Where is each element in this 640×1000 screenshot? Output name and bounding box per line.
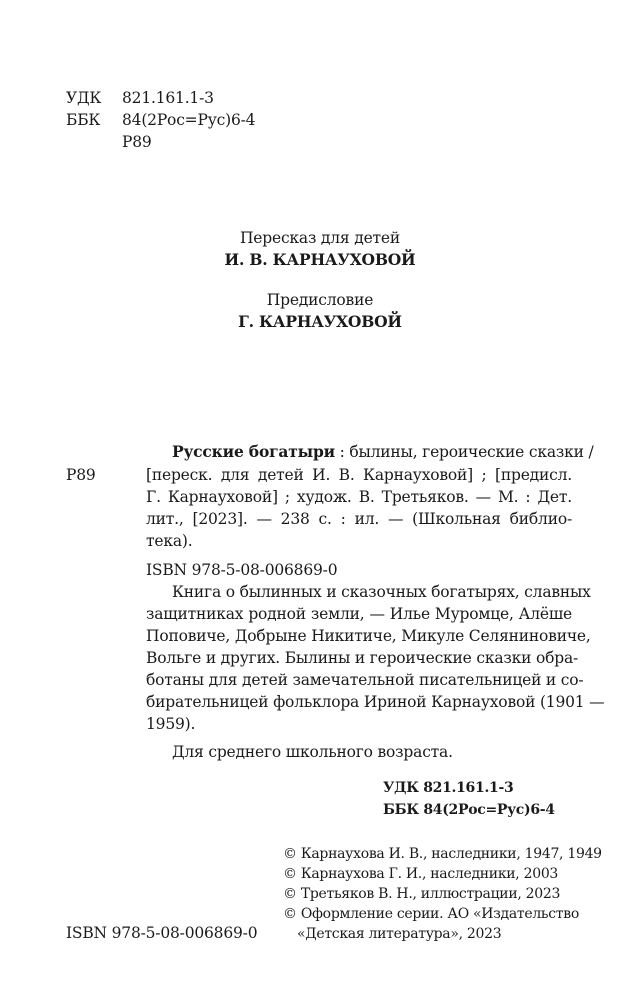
record-subtitle: : былины, героические сказки / [334,443,594,461]
retelling-author: И. В. КАРНАУХОВОЙ [224,250,416,269]
bbk-label: ББК [66,111,101,129]
foreword-author: Г. КАРНАУХОВОЙ [238,312,402,331]
udk-bottom: УДК 821.161.1-3 [383,780,514,796]
annotation-line: защитниках родной земли, — Илье Муромце, Алёше [146,605,572,623]
record-isbn: ISBN 978-5-08-006869-0 [146,561,338,579]
udk-line [66,88,214,108]
bbk-bottom: ББК 84(2Рос=Рус)6-4 [383,802,555,818]
copyright-line: © Третьяков В. Н., иллюстрации, 2023 [283,886,561,902]
bbk-value: 84(2Рос=Рус)6-4 [122,111,256,129]
bbk-line [66,110,255,130]
author-mark-record: Р89 [66,466,96,484]
retelling-label: Пересказ для детей [239,229,401,247]
annotation-line: 1959). [146,715,196,733]
age-note: Для среднего школьного возраста. [172,743,453,761]
record-line-2: [переск. для детей И. В. Карнауховой] ; [предисл. [146,466,572,484]
annotation-line: Поповиче, Добрыне Никитиче, Микуле Селяниновиче, [146,627,591,645]
copyright-line: © Карнаухова Г. И., наследники, 2003 [283,866,559,882]
copyright-line: © Карнаухова И. В., наследники, 1947, 1949 [283,846,602,862]
copyright-line: «Детская литература», 2023 [297,926,502,942]
annotation-line: Книга о былинных и сказочных богатырях, славных [172,583,591,601]
udk-label: УДК [66,89,102,107]
record-line-4: лит., [2023]. — 238 с. : ил. — (Школьная библио- [146,510,572,528]
annotation-line: ботаны для детей замечательной писательницей и со- [146,671,584,689]
annotation-line: бирательницей фольклора Ириной Карнауховой (1901 — [146,693,605,711]
footer-isbn: ISBN 978-5-08-006869-0 [66,924,258,942]
annotation-line: Вольге и других. Былины и героические сказки обра- [146,649,579,667]
foreword-label: Предисловие [266,291,374,309]
copyright-line: © Оформление серии. АО «Издательство [283,906,579,922]
book-title: Русские богатыри [172,442,335,461]
udk-value: 821.161.1-3 [122,89,214,107]
author-mark-top: Р89 [122,133,152,151]
record-line-1 [172,442,593,462]
record-line-5: тека). [146,532,193,550]
record-line-3: Г. Карнауховой] ; худож. В. Третьяков. — М. : Дет. [146,488,572,506]
